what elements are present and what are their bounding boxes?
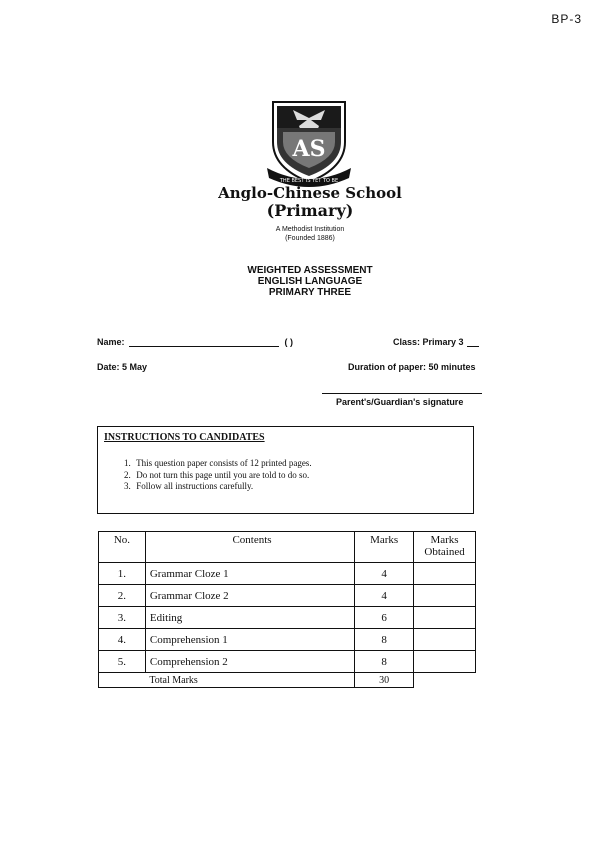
signature-line[interactable] [322,393,482,394]
table-header-row [99,532,476,563]
header-marks-obtained [414,532,476,563]
exam-title [200,265,420,298]
contents-table [98,531,476,688]
instruction-item [124,481,312,493]
table-row [99,563,476,585]
institution-line2: (Founded 1886) [285,235,335,242]
class-blank-line[interactable] [467,338,479,347]
row-marks-obtained[interactable] [414,607,476,629]
header-obtained-line2: Obtained [424,546,465,558]
institution-line1: A Methodist Institution [275,226,345,233]
instruction-number: 3. [124,481,131,491]
row-contents: Comprehension 2 [145,651,354,673]
instruction-number: 1. [124,458,131,468]
school-crest-logo [263,98,355,190]
row-marks: 4 [355,585,414,607]
class-label: Class: Primary 3 [393,337,464,347]
table-row [99,607,476,629]
name-blank-line[interactable] [129,338,279,347]
instructions-list [124,458,312,493]
school-name [200,185,420,219]
instructions-title: INSTRUCTIONS TO CANDIDATES [104,432,265,443]
row-contents: Comprehension 1 [145,629,354,651]
school-name-line2: (Primary) [266,201,354,220]
row-no: 1. [99,563,146,585]
total-no-cell [99,673,146,688]
index-number-parentheses[interactable]: ( ) [284,337,294,347]
row-no: 2. [99,585,146,607]
name-field[interactable] [97,337,293,347]
signature-label: Parent's/Guardian's signature [336,397,464,407]
total-obtained-cell [414,673,476,688]
row-marks: 6 [355,607,414,629]
exam-line2: ENGLISH LANGUAGE [257,276,363,287]
total-marks: 30 [355,673,414,688]
instructions-box [97,426,474,514]
name-label: Name: [97,337,125,347]
row-no: 4. [99,629,146,651]
crest-motto: THE BEST IS YET TO BE [279,178,339,184]
row-marks-obtained[interactable] [414,629,476,651]
header-obtained-line1: Marks [430,534,459,546]
exam-line3: PRIMARY THREE [268,287,352,298]
table-row [99,651,476,673]
instruction-text: This question paper consists of 12 printed pages. [136,458,312,468]
header-marks: Marks [355,532,414,563]
row-marks: 4 [355,563,414,585]
instruction-text: Do not turn this page until you are told to do so. [136,469,310,480]
row-marks-obtained[interactable] [414,563,476,585]
institution-info [200,225,420,243]
row-contents: Grammar Cloze 1 [145,563,354,585]
row-contents: Grammar Cloze 2 [145,585,354,607]
total-label: Total Marks [145,673,354,688]
table-row [99,629,476,651]
row-no: 5. [99,651,146,673]
row-marks-obtained[interactable] [414,585,476,607]
instruction-number: 2. [124,469,131,480]
duration-label: Duration of paper: 50 minutes [348,362,476,372]
row-marks: 8 [355,629,414,651]
class-field[interactable] [393,337,479,347]
row-marks: 8 [355,651,414,673]
school-name-line1: Anglo-Chinese School [218,184,402,202]
instruction-text: Follow all instructions carefully. [136,481,254,491]
date-label: Date: 5 May [97,362,148,372]
table-total-row [99,673,476,688]
row-marks-obtained[interactable] [414,651,476,673]
instruction-item [124,458,312,470]
exam-line1: WEIGHTED ASSESSMENT [247,265,373,276]
table-row [99,585,476,607]
row-no: 3. [99,607,146,629]
page-code: BP-3 [551,12,582,26]
header-contents: Contents [145,532,354,563]
header-no: No. [99,532,146,563]
row-contents: Editing [145,607,354,629]
crest-monogram: AS [292,136,326,162]
instruction-item [124,470,312,482]
